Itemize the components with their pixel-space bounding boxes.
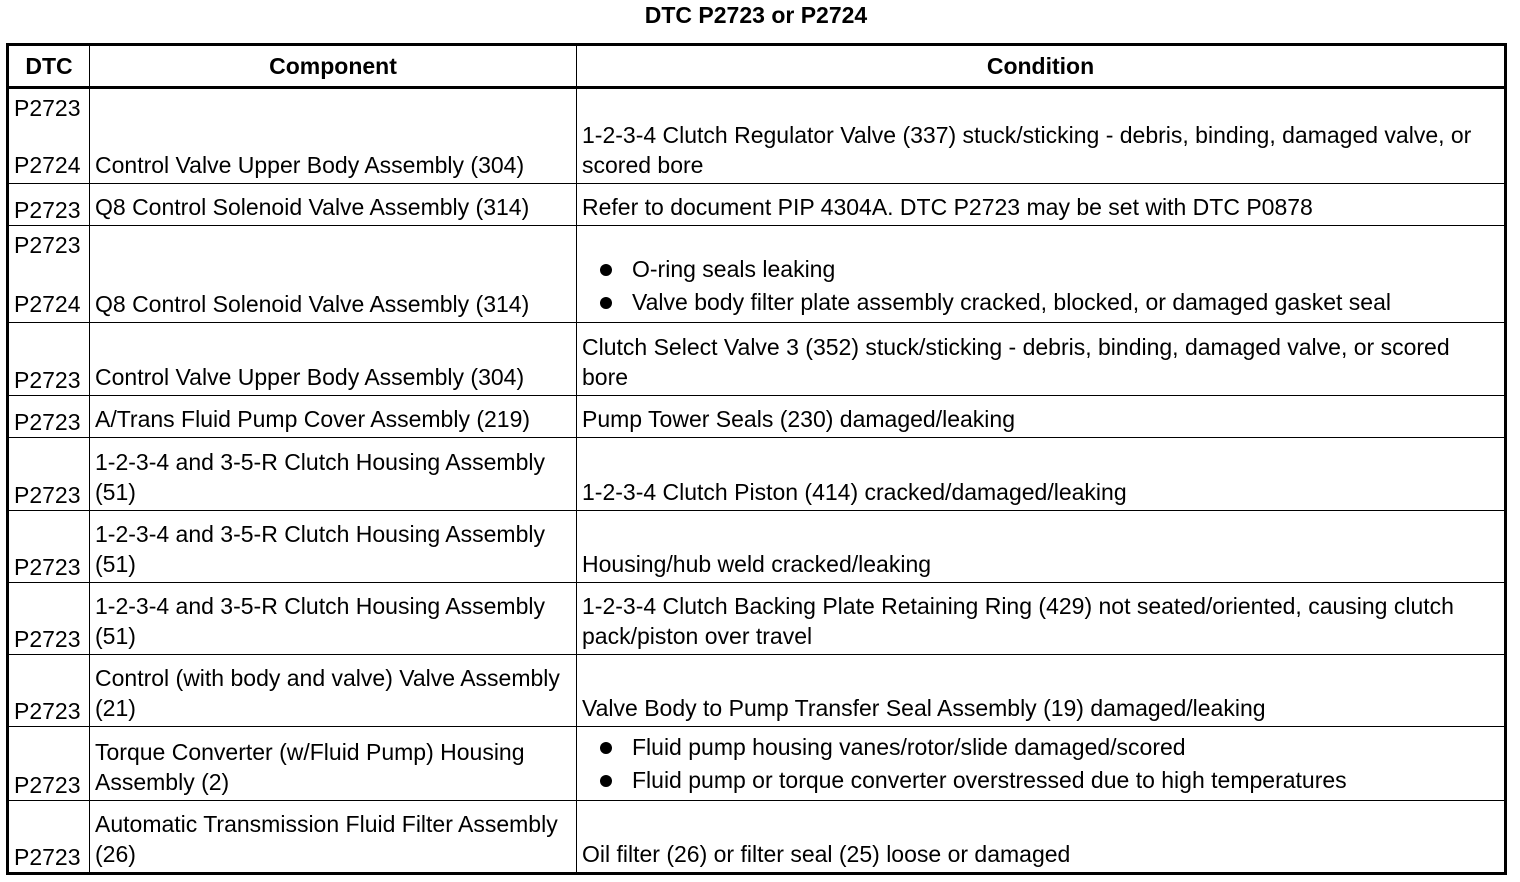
component-cell: Control (with body and valve) Valve Assembly (21) xyxy=(90,655,577,727)
condition-cell xyxy=(577,655,1506,727)
document-title: DTC P2723 or P2724 xyxy=(644,2,868,28)
list-item xyxy=(600,731,1499,764)
condition-cell xyxy=(577,583,1506,655)
condition-text: Oil filter (26) or filter seal (25) loose or damaged xyxy=(582,841,1071,867)
list-item xyxy=(600,764,1499,797)
dtc-cell xyxy=(8,583,90,655)
dtc-code: P2723 xyxy=(14,772,81,798)
dtc-code: P2723 xyxy=(14,482,81,508)
header-condition: Condition xyxy=(577,45,1506,88)
dtc-code: P2723 xyxy=(14,95,81,121)
condition-cell xyxy=(577,184,1506,226)
condition-text: Clutch Select Valve 3 (352) stuck/sticking - debris, binding, damaged valve, or scored bore xyxy=(582,334,1450,390)
condition-cell xyxy=(577,438,1506,511)
component-cell: 1-2-3-4 and 3-5-R Clutch Housing Assembly (51) xyxy=(90,511,577,583)
dtc-code: P2723 xyxy=(14,232,81,258)
dtc-code: P2724 xyxy=(14,152,81,178)
condition-cell xyxy=(577,88,1506,184)
bullet-icon xyxy=(600,297,612,309)
condition-cell xyxy=(577,511,1506,583)
dtc-cell xyxy=(8,438,90,511)
dtc-code: P2723 xyxy=(14,626,81,652)
bullet-text: Fluid pump or torque converter overstressed due to high temperatures xyxy=(632,767,1347,793)
table-row xyxy=(8,583,1506,655)
table-body xyxy=(8,88,1506,874)
condition-text: Refer to document PIP 4304A. DTC P2723 may be set with DTC P0878 xyxy=(582,194,1313,220)
condition-cell xyxy=(577,801,1506,874)
dtc-code: P2723 xyxy=(14,844,81,870)
dtc-cell xyxy=(8,801,90,874)
condition-text: 1-2-3-4 Clutch Piston (414) cracked/damaged/leaking xyxy=(582,479,1127,505)
dtc-code: P2723 xyxy=(14,698,81,724)
header-component: Component xyxy=(90,45,577,88)
table-row xyxy=(8,396,1506,438)
dtc-code: P2723 xyxy=(14,409,81,435)
component-cell: 1-2-3-4 and 3-5-R Clutch Housing Assembly (51) xyxy=(90,583,577,655)
component-cell: Control Valve Upper Body Assembly (304) xyxy=(90,323,577,396)
condition-bullet-list xyxy=(582,731,1499,797)
table-row xyxy=(8,801,1506,874)
list-item xyxy=(600,286,1499,319)
table-row xyxy=(8,226,1506,323)
component-cell: Control Valve Upper Body Assembly (304) xyxy=(90,88,577,184)
bullet-icon xyxy=(600,775,612,787)
table-row xyxy=(8,511,1506,583)
component-cell: 1-2-3-4 and 3-5-R Clutch Housing Assembly (51) xyxy=(90,438,577,511)
bullet-text: Valve body filter plate assembly cracked, blocked, or damaged gasket seal xyxy=(632,289,1391,315)
list-item xyxy=(600,253,1499,286)
condition-cell xyxy=(577,323,1506,396)
dtc-cell xyxy=(8,226,90,323)
bullet-text: O-ring seals leaking xyxy=(632,256,836,282)
table-row xyxy=(8,88,1506,184)
component-cell: A/Trans Fluid Pump Cover Assembly (219) xyxy=(90,396,577,438)
dtc-cell xyxy=(8,727,90,801)
condition-text: 1-2-3-4 Clutch Backing Plate Retaining Ring (429) not seated/oriented, causing clutch pack/piston over travel xyxy=(582,593,1454,649)
table-row xyxy=(8,727,1506,801)
table-header-row xyxy=(8,45,1506,88)
condition-text: Pump Tower Seals (230) damaged/leaking xyxy=(582,406,1015,432)
condition-bullet-list xyxy=(582,253,1499,319)
condition-cell xyxy=(577,727,1506,801)
dtc-cell xyxy=(8,396,90,438)
dtc-cell xyxy=(8,323,90,396)
component-cell: Torque Converter (w/Fluid Pump) Housing Assembly (2) xyxy=(90,727,577,801)
dtc-code: P2724 xyxy=(14,291,81,317)
condition-text: 1-2-3-4 Clutch Regulator Valve (337) stuck/sticking - debris, binding, damaged valve, or scored bore xyxy=(582,122,1472,178)
component-cell: Q8 Control Solenoid Valve Assembly (314) xyxy=(90,226,577,323)
dtc-code: P2723 xyxy=(14,197,81,223)
dtc-cell xyxy=(8,88,90,184)
dtc-cell xyxy=(8,655,90,727)
component-cell: Q8 Control Solenoid Valve Assembly (314) xyxy=(90,184,577,226)
condition-cell xyxy=(577,226,1506,323)
dtc-cell xyxy=(8,184,90,226)
dtc-cell xyxy=(8,511,90,583)
table-row xyxy=(8,655,1506,727)
table-row xyxy=(8,184,1506,226)
bullet-text: Fluid pump housing vanes/rotor/slide damaged/scored xyxy=(632,734,1186,760)
dtc-code: P2723 xyxy=(14,554,81,580)
bullet-icon xyxy=(600,742,612,754)
condition-text: Housing/hub weld cracked/leaking xyxy=(582,551,932,577)
condition-cell xyxy=(577,396,1506,438)
bullet-icon xyxy=(600,264,612,276)
dtc-component-table xyxy=(6,43,1507,875)
condition-text: Valve Body to Pump Transfer Seal Assembly (19) damaged/leaking xyxy=(582,695,1266,721)
dtc-code: P2723 xyxy=(14,367,81,393)
table-row xyxy=(8,438,1506,511)
header-dtc: DTC xyxy=(8,45,90,88)
component-cell: Automatic Transmission Fluid Filter Assembly (26) xyxy=(90,801,577,874)
table-row xyxy=(8,323,1506,396)
